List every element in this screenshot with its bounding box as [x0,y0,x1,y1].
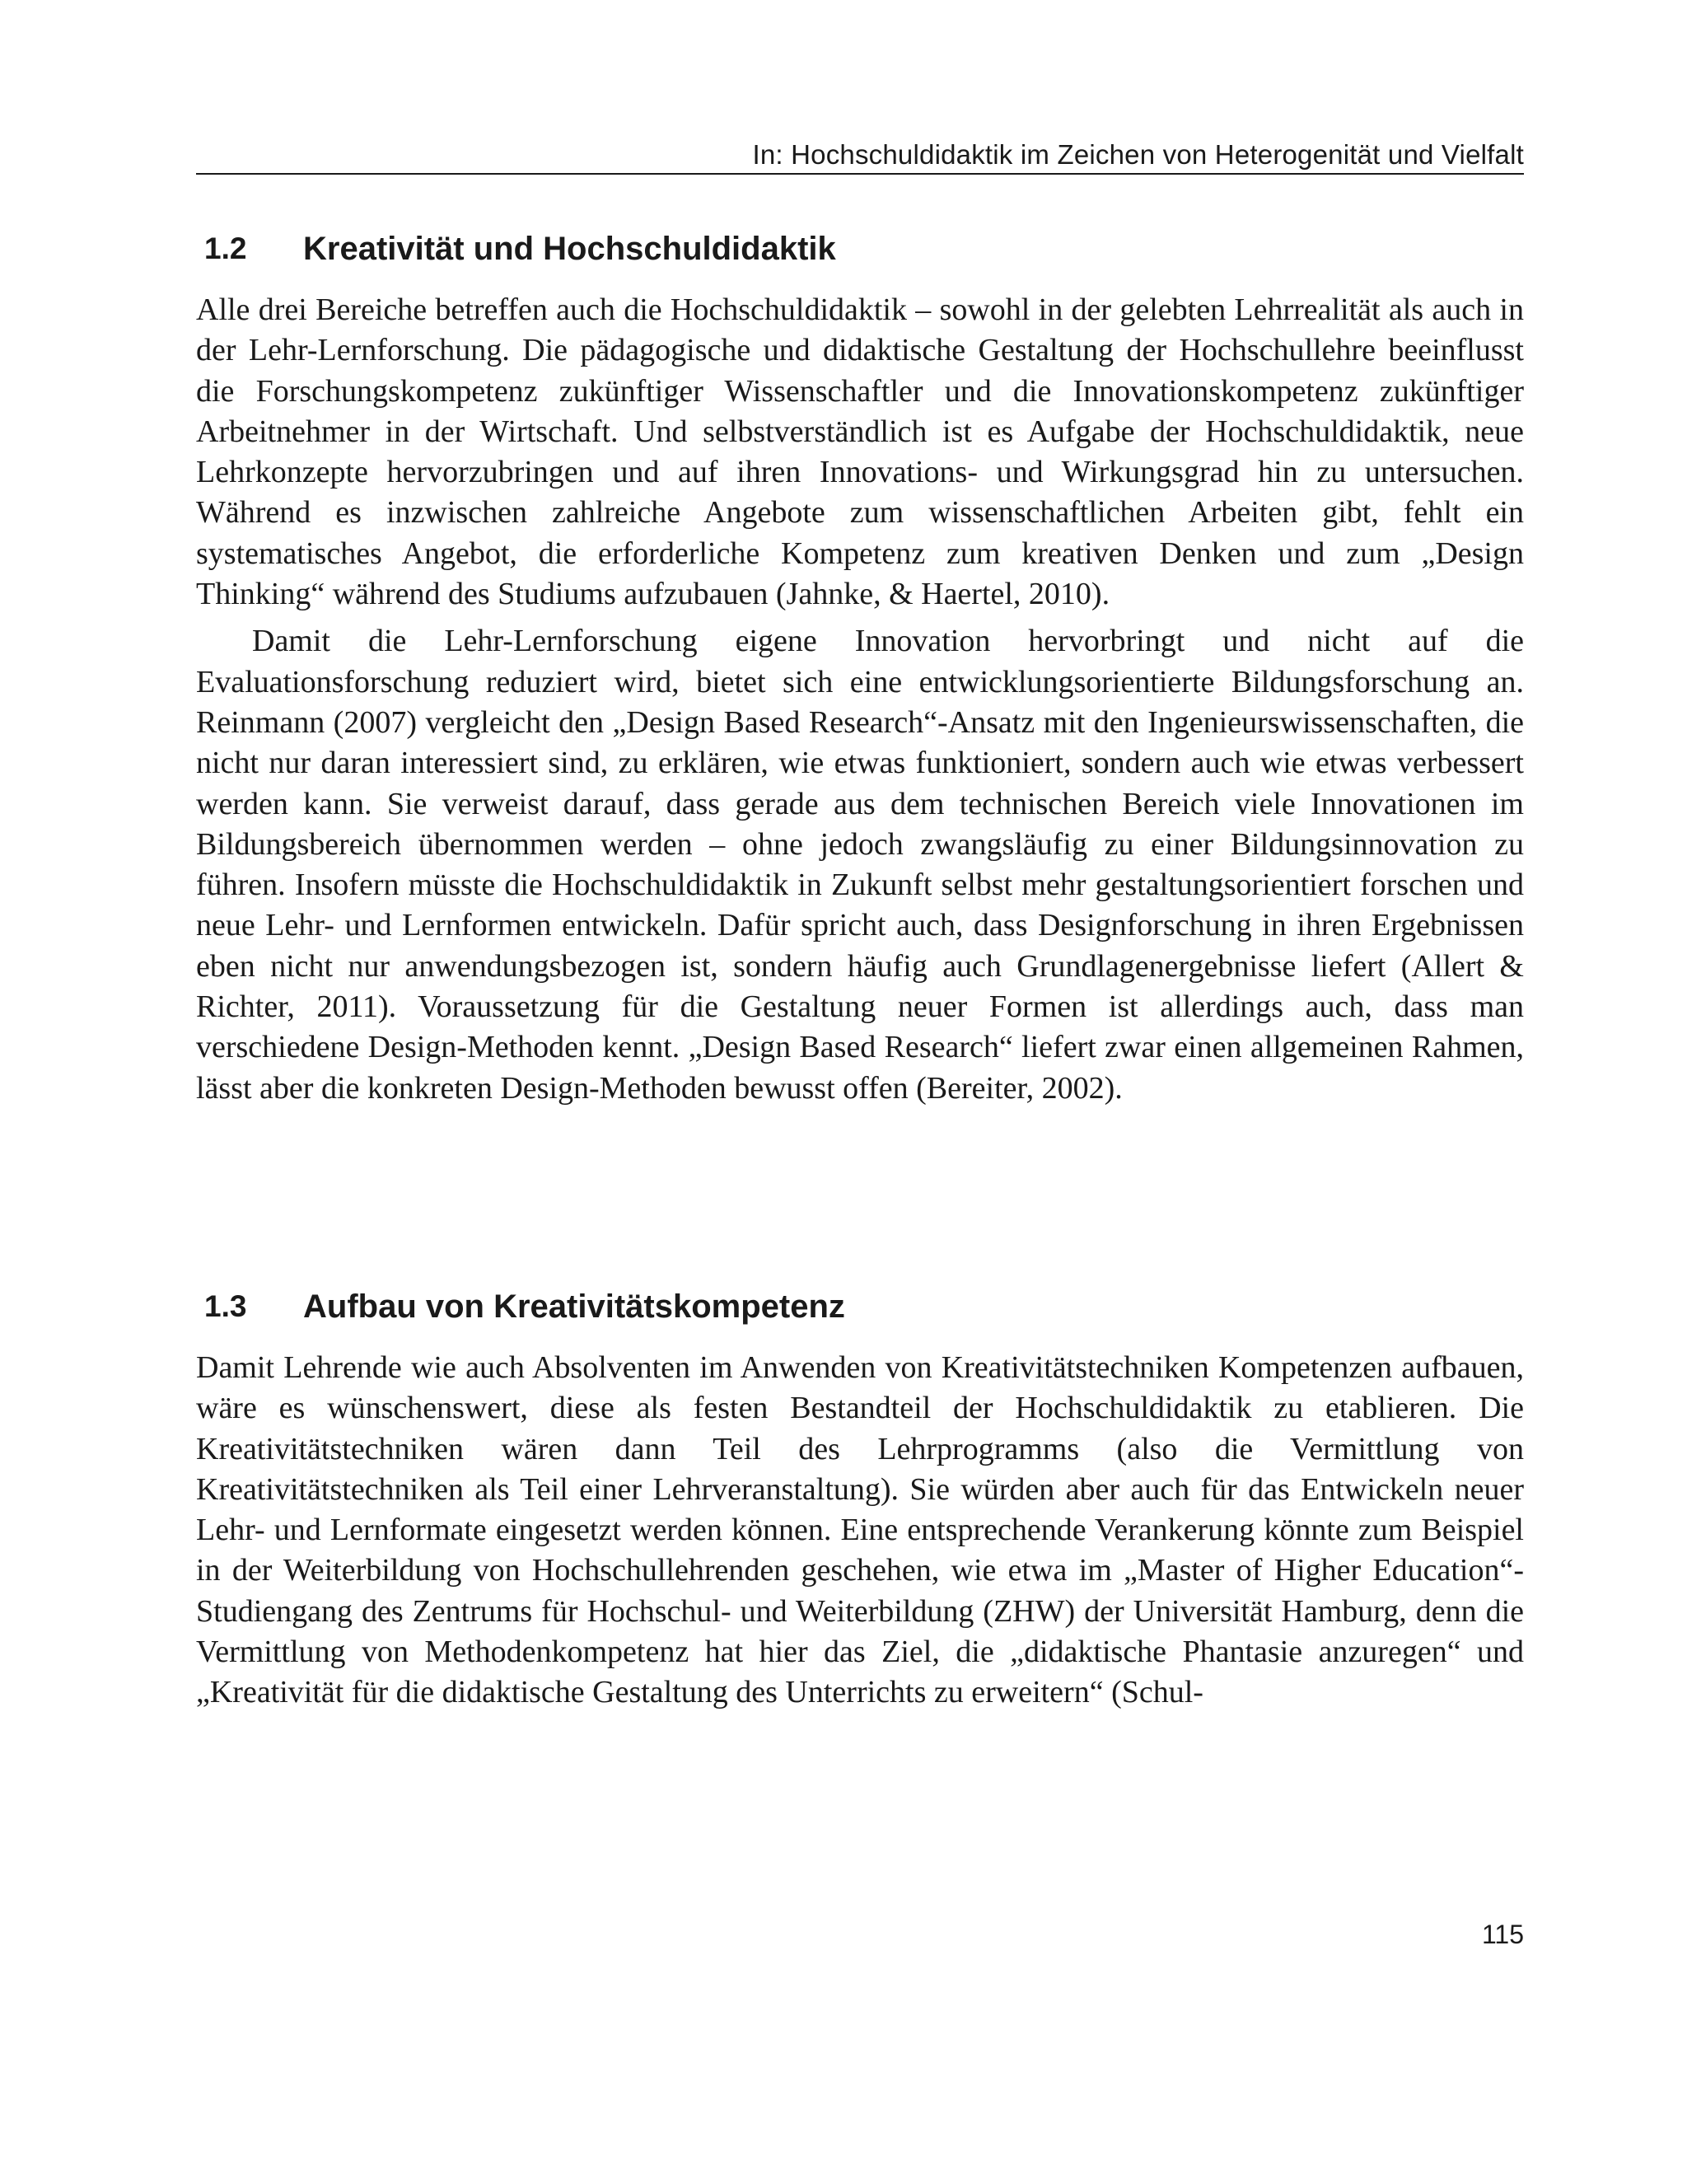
page-number: 115 [1481,1920,1524,1949]
section-heading [196,1285,1524,1328]
section-title: Kreativität und Hochschuldidaktik [303,231,836,267]
paragraph: Damit Lehrende wie auch Absolventen im Anwenden von Kreativitätstechniken Kompetenzen aufbauen, wäre es wünschenswert, diese als festen Bestandteil der Hochschuldidaktik zu etablieren. Die Kreativitätstechniken wären dann Teil des Lehrprogramms (also die Vermittlung von Kreativitätstechniken als Teil einer Lehrveranstaltung). Sie würden aber auch für das Entwickeln neuer Lehr- und Lernformate eingesetzt werden können. Eine entsprechende Verankerung könnte zum Beispiel in der Weiterbildung von Hochschullehrenden geschehen, wie etwa im „Master of Higher Education“-Studiengang des Zentrums für Hochschul- und Weiterbildung (ZHW) der Universität Hamburg, denn die Vermittlung von Methodenkompetenz hat hier das Ziel, die „didaktische Phantasie anzuregen“ und „Kreativität für die didaktische Gestaltung des Unterrichts zu erweitern“ (Schul- [196,1350,1524,1710]
paragraph: Damit die Lehr-Lernforschung eigene Innovation hervorbringt und nicht auf die Evaluationsforschung reduziert wird, bietet sich eine entwicklungsorientierte Bildungsforschung an. Reinmann (2007) vergleicht den „Design Based Research“-Ansatz mit den Ingenieurswissenschaften, die nicht nur daran interessiert sind, zu erklären, wie etwas funktioniert, sondern auch wie etwas verbessert werden kann. Sie verweist darauf, dass gerade aus dem technischen Bereich viele Innovationen im Bildungsbereich übernommen werden – ohne jedoch zwangsläufig zu einer Bildungsinnovation zu führen. Insofern müsste die Hochschuldidaktik in Zukunft selbst mehr gestaltungsorientiert forschen und neue Lehr- und Lernformen entwickeln. Dafür spricht auch, dass Designforschung in ihren Ergebnissen eben nicht nur anwendungsbezogen ist, sondern häufig auch Grundlagenergebnisse liefert (Allert & Richter, 2011). Voraussetzung für die Gestaltung neuer Formen ist allerdings auch, dass man verschiedene Design-Methoden kennt. „Design Based Research“ liefert zwar einen allgemeinen Rahmen, lässt aber die konkreten Design-Methoden bewusst offen (Bereiter, 2002). [196,624,1524,1106]
section-number: 1.2 [204,231,247,265]
running-header: In: Hochschuldidaktik im Zeichen von Heterogenität und Vielfalt [752,139,1524,170]
section-number: 1.3 [204,1289,247,1323]
section-1-2 [196,227,1524,1109]
section-1-3 [196,1285,1524,1714]
paragraph: Alle drei Bereiche betreffen auch die Hochschuldidaktik – sowohl in der gelebten Lehrrealität als auch in der Lehr-Lernforschung. Die pädagogische und didaktische Gestaltung der Hochschullehre beeinflusst die Forschungskompetenz zukünftiger Wissenschaftler und die Innovationskompetenz zukünftiger Arbeitnehmer in der Wirtschaft. Und selbstverständlich ist es Aufgabe der Hochschuldidaktik, neue Lehrkonzepte hervorzubringen und auf ihren Innovations- und Wirkungsgrad hin zu untersuchen. Während es inzwischen zahlreiche Angebote zum wissenschaftlichen Arbeiten gibt, fehlt ein systematisches Angebot, die erforderliche Kompetenz zum kreativen Denken und zum „Design Thinking“ während des Studiums aufzubauen (Jahnke, & Haertel, 2010). [196,292,1524,612]
header-rule [196,173,1524,175]
section-title: Aufbau von Kreativitätskompetenz [303,1288,845,1325]
section-heading [196,227,1524,270]
